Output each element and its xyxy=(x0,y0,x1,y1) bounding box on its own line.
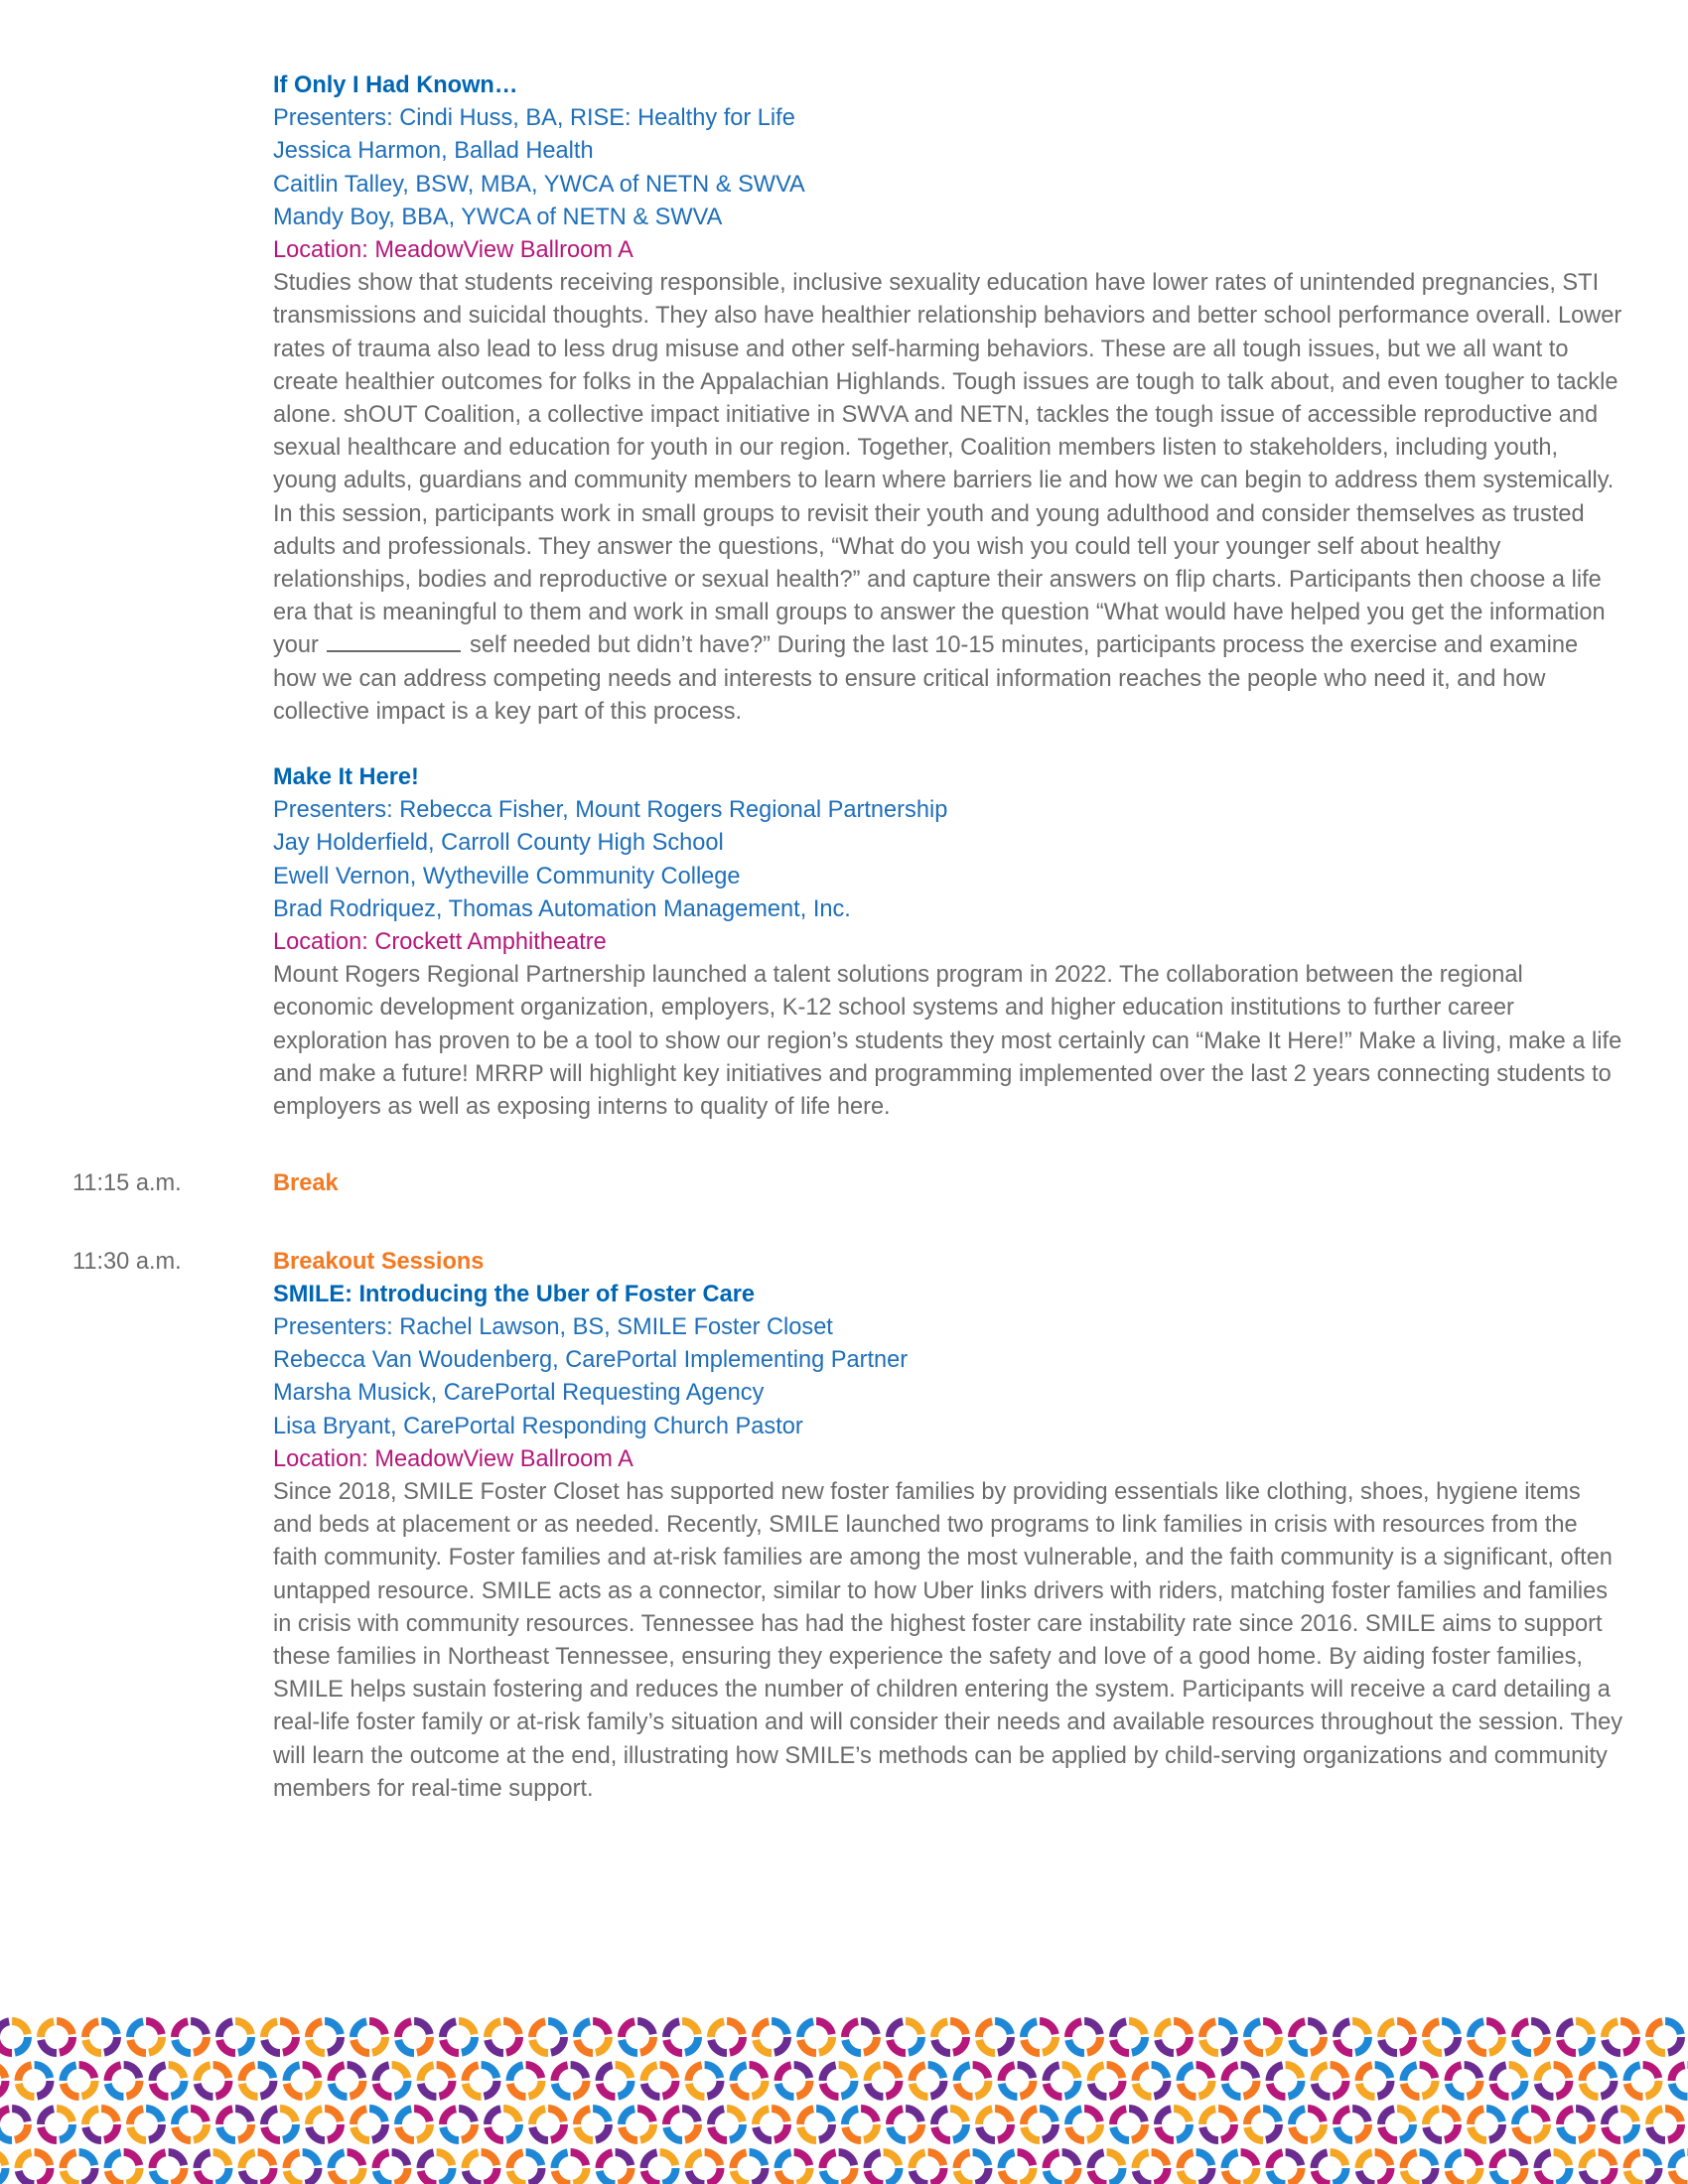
ring-shape xyxy=(1181,2065,1212,2097)
agenda-time: 11:30 a.m. xyxy=(72,1248,182,1275)
ring-shape xyxy=(957,2065,989,2097)
ring-shape xyxy=(845,2021,877,2053)
ring-shape xyxy=(913,2152,944,2184)
ring-shape xyxy=(734,2065,766,2097)
ring-shape xyxy=(64,2065,95,2097)
ring-shape xyxy=(1471,2109,1502,2140)
ring-shape xyxy=(219,2021,251,2053)
ring-shape xyxy=(734,2152,766,2184)
ring-shape xyxy=(264,2021,296,2053)
ring-shape xyxy=(845,2109,877,2140)
ring-shape xyxy=(622,2109,653,2140)
ring-shape xyxy=(532,2109,564,2140)
ring-shape xyxy=(1002,2065,1034,2097)
ring-shape xyxy=(242,2152,274,2184)
ring-shape xyxy=(287,2152,319,2184)
ring-shape xyxy=(1315,2065,1346,2097)
ring-shape xyxy=(800,2021,832,2053)
session-title: SMILE: Introducing the Uber of Foster Care xyxy=(273,1281,756,1307)
ring-shape xyxy=(1493,2065,1525,2097)
ring-shape xyxy=(644,2065,676,2097)
ring-pattern-border xyxy=(0,2015,1688,2184)
ring-shape xyxy=(1605,2021,1636,2053)
ring-shape xyxy=(376,2065,408,2097)
ring-shape xyxy=(130,2109,162,2140)
ring-shape xyxy=(1538,2065,1570,2097)
ring-shape xyxy=(1336,2109,1368,2140)
ring-shape xyxy=(934,2109,966,2140)
ring-shape xyxy=(1359,2152,1391,2184)
ring-shape xyxy=(778,2152,810,2184)
ring-shape xyxy=(242,2065,274,2097)
ring-shape xyxy=(41,2021,72,2053)
ring-shape xyxy=(466,2065,497,2097)
ring-shape xyxy=(1158,2109,1190,2140)
ring-pattern-graphic xyxy=(0,2015,1688,2184)
ring-shape xyxy=(0,2065,6,2097)
ring-shape xyxy=(398,2021,430,2053)
ring-shape xyxy=(1560,2021,1592,2053)
ring-shape xyxy=(108,2065,140,2097)
ring-shape xyxy=(466,2152,497,2184)
presenter-line: Presenters: Rebecca Fisher, Mount Rogers Regional Partnership xyxy=(273,797,948,824)
presenter-line: Presenters: Cindi Huss, BA, RISE: Healthy for Life xyxy=(273,105,795,132)
ring-shape xyxy=(644,2152,676,2184)
ring-shape xyxy=(666,2021,698,2053)
ring-shape xyxy=(332,2152,363,2184)
ring-shape xyxy=(1292,2021,1324,2053)
session-location: Location: MeadowView Ballroom A xyxy=(273,237,633,264)
ring-shape xyxy=(219,2109,251,2140)
ring-shape xyxy=(1449,2152,1480,2184)
presenter-line: Presenters: Rachel Lawson, BS, SMILE Foster Closet xyxy=(273,1313,833,1340)
ring-shape xyxy=(868,2065,900,2097)
ring-shape xyxy=(1292,2109,1324,2140)
fill-in-blank xyxy=(327,650,461,652)
ring-shape xyxy=(130,2021,162,2053)
ring-shape xyxy=(353,2021,385,2053)
ring-shape xyxy=(1047,2065,1078,2097)
ring-shape xyxy=(1247,2021,1279,2053)
ring-shape xyxy=(689,2065,721,2097)
ring-shape xyxy=(1359,2065,1391,2097)
ring-shape xyxy=(0,2109,28,2140)
ring-shape xyxy=(532,2021,564,2053)
ring-shape xyxy=(577,2109,609,2140)
ring-shape xyxy=(421,2152,453,2184)
ring-shape xyxy=(0,2152,6,2184)
session-title: If Only I Had Known… xyxy=(273,72,518,98)
ring-shape xyxy=(1426,2109,1458,2140)
ring-shape xyxy=(443,2109,475,2140)
ring-shape xyxy=(823,2152,855,2184)
ring-shape xyxy=(913,2065,944,2097)
ring-shape xyxy=(108,2152,140,2184)
ring-shape xyxy=(868,2152,900,2184)
ring-shape xyxy=(600,2065,632,2097)
ring-shape xyxy=(1538,2152,1570,2184)
ring-shape xyxy=(443,2021,475,2053)
ring-shape xyxy=(1381,2109,1413,2140)
session-if-only-i-had-known xyxy=(273,69,1623,729)
ring-shape xyxy=(1158,2021,1190,2053)
presenter-line: Lisa Bryant, CarePortal Responding Church Pastor xyxy=(273,1413,803,1439)
ring-shape xyxy=(711,2021,743,2053)
ring-shape xyxy=(979,2109,1011,2140)
ring-shape xyxy=(1024,2021,1055,2053)
ring-shape xyxy=(287,2065,319,2097)
ring-shape xyxy=(1247,2109,1279,2140)
ring-shape xyxy=(1560,2109,1592,2140)
ring-shape xyxy=(1493,2152,1525,2184)
ring-shape xyxy=(376,2152,408,2184)
ring-shape xyxy=(1627,2152,1659,2184)
ring-shape xyxy=(1672,2065,1688,2097)
presenter-line: Mandy Boy, BBA, YWCA of NETN & SWVA xyxy=(273,204,723,230)
ring-shape xyxy=(1091,2152,1123,2184)
agenda-content xyxy=(72,69,1623,1806)
ring-shape xyxy=(309,2109,341,2140)
ring-shape xyxy=(1068,2109,1100,2140)
ring-shape xyxy=(1225,2065,1257,2097)
ring-shape xyxy=(1113,2109,1145,2140)
presenter-line: Ewell Vernon, Wytheville Community College xyxy=(273,863,741,889)
ring-shape xyxy=(398,2109,430,2140)
ring-shape xyxy=(153,2152,185,2184)
ring-shape xyxy=(1404,2152,1436,2184)
ring-shape xyxy=(353,2109,385,2140)
ring-shape xyxy=(756,2021,787,2053)
ring-shape xyxy=(175,2021,207,2053)
ring-shape xyxy=(41,2109,72,2140)
session-make-it-here xyxy=(273,761,1623,1124)
ring-shape xyxy=(1270,2065,1302,2097)
ring-shape xyxy=(934,2021,966,2053)
ring-shape xyxy=(979,2021,1011,2053)
ring-shape xyxy=(1202,2021,1234,2053)
ring-shape xyxy=(957,2152,989,2184)
ring-shape xyxy=(577,2021,609,2053)
ring-shape xyxy=(890,2109,921,2140)
ring-shape xyxy=(198,2065,229,2097)
ring-shape xyxy=(1649,2021,1681,2053)
ring-shape xyxy=(689,2152,721,2184)
ring-shape xyxy=(1515,2021,1547,2053)
ring-shape xyxy=(1047,2152,1078,2184)
ring-shape xyxy=(1381,2021,1413,2053)
ring-shape xyxy=(1515,2109,1547,2140)
ring-shape xyxy=(1315,2152,1346,2184)
session-description: Since 2018, SMILE Foster Closet has supported new foster families by providing essentials like clothing, shoes, hygiene items and beds at placement or as needed. Recently, SMILE launched two programs to link families in crisis with resources from the faith community. Foster families and at-risk families are among the most vulnerable, and the faith community is a significant, often untapped resource. SMILE acts as a connector, similar to how Uber links drivers with riders, matching foster families and families in crisis with community resources. Tennessee has had the highest foster care instability rate since 2016. SMILE aims to support these families in Northeast Tennessee, ensuring they experience the safety and love of a good home. By aiding foster families, SMILE helps sustain fostering and reduces the number of children entering the system. Participants will receive a card detailing a real-life foster family or at-risk family’s situation and will consider their needs and available resources throughout the session. They will learn the outcome at the end, illustrating how SMILE’s methods can be applied by child-serving organizations and community members for real-time support. xyxy=(273,1478,1623,1802)
ring-shape xyxy=(510,2152,542,2184)
breakout-label: Breakout Sessions xyxy=(273,1248,485,1275)
ring-shape xyxy=(1649,2109,1681,2140)
ring-shape xyxy=(890,2021,921,2053)
session-description xyxy=(273,267,1623,729)
ring-shape xyxy=(1136,2152,1168,2184)
presenter-line: Caitlin Talley, BSW, MBA, YWCA of NETN & SWVA xyxy=(273,171,805,198)
ring-shape xyxy=(555,2152,587,2184)
ring-shape xyxy=(1471,2021,1502,2053)
ring-shape xyxy=(1091,2065,1123,2097)
ring-shape xyxy=(1605,2109,1636,2140)
session-location: Location: Crockett Amphitheatre xyxy=(273,929,607,956)
ring-shape xyxy=(1136,2065,1168,2097)
ring-shape xyxy=(1113,2021,1145,2053)
break-label: Break xyxy=(273,1170,339,1197)
ring-shape xyxy=(1270,2152,1302,2184)
description-part-2: self needed but didn’t have?” During the last 10-15 minutes, participants process the exercise and examine how we can address competing needs and interests to ensure critical information reaches the people who need it, and how collective impact is a key part of this process. xyxy=(273,632,1579,725)
ring-shape xyxy=(19,2065,51,2097)
ring-shape xyxy=(1068,2021,1100,2053)
ring-shape xyxy=(198,2152,229,2184)
ring-shape xyxy=(756,2109,787,2140)
ring-shape xyxy=(309,2021,341,2053)
ring-shape xyxy=(1202,2109,1234,2140)
agenda-row-break xyxy=(72,1167,1623,1200)
ring-shape xyxy=(823,2065,855,2097)
ring-shape xyxy=(600,2152,632,2184)
agenda-time: 11:15 a.m. xyxy=(72,1170,182,1197)
presenter-line: Jay Holderfield, Carroll County High School xyxy=(273,830,724,857)
ring-shape xyxy=(64,2152,95,2184)
presenter-line: Rebecca Van Woudenberg, CarePortal Implementing Partner xyxy=(273,1347,909,1374)
ring-shape xyxy=(488,2021,519,2053)
ring-shape xyxy=(19,2152,51,2184)
ring-shape xyxy=(1672,2152,1688,2184)
session-description: Mount Rogers Regional Partnership launched a talent solutions program in 2022. The collaboration between the regional economic development organization, employers, K-12 school systems and higher education institutions to further career exploration has proven to be a tool to show our region’s students they most certainly can “Make It Here!” Make a living, make a life and make a future! MRRP will highlight key initiatives and programming implemented over the last 2 years connecting students to employers as well as exposing interns to quality of life here. xyxy=(273,962,1622,1121)
ring-shape xyxy=(555,2065,587,2097)
ring-shape xyxy=(711,2109,743,2140)
agenda-row-breakout xyxy=(72,1246,1623,1806)
ring-shape xyxy=(153,2065,185,2097)
ring-shape xyxy=(488,2109,519,2140)
ring-shape xyxy=(421,2065,453,2097)
ring-shape xyxy=(332,2065,363,2097)
ring-shape xyxy=(1627,2065,1659,2097)
ring-shape xyxy=(0,2021,28,2053)
ring-shape xyxy=(264,2109,296,2140)
ring-shape xyxy=(1336,2021,1368,2053)
presenter-line: Jessica Harmon, Ballad Health xyxy=(273,138,594,165)
ring-shape xyxy=(800,2109,832,2140)
session-location: Location: MeadowView Ballroom A xyxy=(273,1445,633,1472)
ring-shape xyxy=(1181,2152,1212,2184)
ring-shape xyxy=(1449,2065,1480,2097)
description-part-1: Studies show that students receiving responsible, inclusive sexuality education have lower rates of unintended pregnancies, STI transmissions and suicidal thoughts. They also have healthier relationship behaviors and better school performance overall. Lower rates of trauma also lead to less drug misuse and other self-harming behaviors. These are all tough issues, but we all want to create healthier outcomes for folks in the Appalachian Highlands. Tough issues are tough to talk about, and even tougher to tackle alone. shOUT Coalition, a collective impact initiative in SWVA and NETN, tackles the tough issue of accessible reproductive and sexual healthcare and education for youth in our region. Together, Coalition members listen to stakeholders, including youth, young adults, guardians and community members to learn where barriers lie and how we can begin to address them systemically. In this session, participants work in small groups to revisit their youth and young adulthood and consider themselves as trusted adults and professionals. They answer the questions, “What do you wish you could tell your younger self about healthy relationships, bodies and reproductive or sexual health?” and capture their answers on flip charts. Participants then choose a life era that is meaningful to them and work in small groups to answer the question “What would have helped you get the information your xyxy=(273,270,1622,659)
ring-shape xyxy=(1583,2065,1615,2097)
session-title: Make It Here! xyxy=(273,764,419,791)
ring-shape xyxy=(1024,2109,1055,2140)
ring-shape xyxy=(1225,2152,1257,2184)
ring-shape xyxy=(1583,2152,1615,2184)
ring-shape xyxy=(175,2109,207,2140)
ring-shape xyxy=(85,2109,117,2140)
ring-shape xyxy=(622,2021,653,2053)
ring-shape xyxy=(778,2065,810,2097)
presenter-line: Marsha Musick, CarePortal Requesting Agency xyxy=(273,1380,765,1407)
ring-shape xyxy=(1404,2065,1436,2097)
presenter-line: Brad Rodriquez, Thomas Automation Management, Inc. xyxy=(273,895,851,922)
ring-shape xyxy=(1426,2021,1458,2053)
ring-shape xyxy=(510,2065,542,2097)
ring-shape xyxy=(666,2109,698,2140)
ring-shape xyxy=(85,2021,117,2053)
ring-shape xyxy=(1002,2152,1034,2184)
